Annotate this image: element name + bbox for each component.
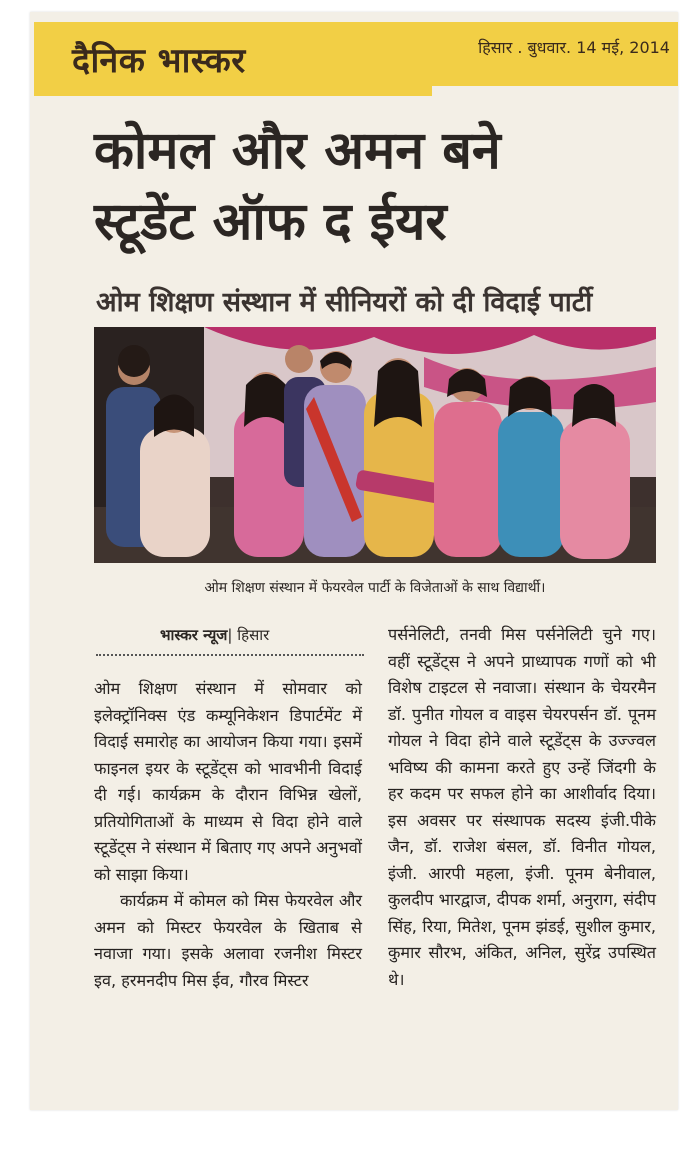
subheadline: ओम शिक्षण संस्थान में सीनियरों को दी विदाई पार्टी: [96, 287, 593, 318]
article-column-2: [388, 622, 656, 993]
event-photo: [94, 327, 656, 563]
article-paragraph: पर्सनेलिटी, तनवी मिस पर्सनेलिटी चुने गए। वहीं स्टूडेंट्स ने अपने प्राध्यापक गणों को भी विशेष टाइटल से नवाजा। संस्थान के चेयरमैन डॉ. पुनीत गोयल व वाइस चेयरपर्सन डॉ. पूनम गोयल ने विदा होने वाले स्टूडेंट्स के उज्ज्वल भविष्य की कामना करते हुए उन्हें जिंदगी के हर कदम पर सफल होने का आशीर्वाद दिया। इस अवसर पर संस्थापक सदस्य इंजी.पीके जैन, डॉ. राजेश बंसल, डॉ. विनीत गोयल, इंजी. आरपी महला, इंजी. पूनम बेनीवाल, कुलदीप भारद्वाज, दीपक शर्मा, अनुराग, संदीप सिंह, रिया, मितेश, पूनम झंडई, सुशील कुमार, कुमार सौरभ, अंकित, अनिल, सुरेंद्र उपस्थित थे।: [388, 625, 656, 989]
dateline: हिसार . बुधवार. 14 मई, 2014: [478, 38, 670, 57]
headline-line-2: स्टूडेंट ऑफ द ईयर: [94, 192, 447, 252]
article-column-1: [94, 676, 362, 994]
byline-divider: [96, 654, 364, 656]
byline-city: हिसार: [237, 626, 270, 644]
photo-caption: ओम शिक्षण संस्थान में फेयरवेल पार्टी के विजेताओं के साथ विद्यार्थी।: [204, 580, 546, 596]
newspaper-logo: दैनिक भास्कर: [72, 41, 246, 81]
byline-separator: |: [227, 626, 238, 644]
byline-source: भास्कर न्यूज: [160, 626, 228, 644]
article-paragraph: कार्यक्रम में कोमल को मिस फेयरवेल और अमन को मिस्टर फेयरवेल के खिताब से नवाजा गया। इसके अलावा रजनीश मिस्टर इव, हरमनदीप मिस ईव, गौरव मिस्टर: [94, 891, 362, 990]
headline-line-1: कोमल और अमन बने: [94, 121, 501, 181]
group-photo-illustration: [94, 327, 656, 563]
byline: [160, 625, 269, 645]
article-paragraph: ओम शिक्षण संस्थान में सोमवार को इलेक्ट्रॉनिक्स एंड कम्यूनिकेशन डिपार्टमेंट में विदाई समारोह का आयोजन किया गया। इसमें फाइनल इयर के स्टूडेंट्स को भावभीनी विदाई दी गई। कार्यक्रम के दौरान विभिन्न खेलों, प्रतियोगिताओं के माध्यम से विदा होने वाले स्टूडेंट्स ने संस्थान में बिताए गए अपने अनुभवों को साझा किया।: [94, 679, 362, 884]
